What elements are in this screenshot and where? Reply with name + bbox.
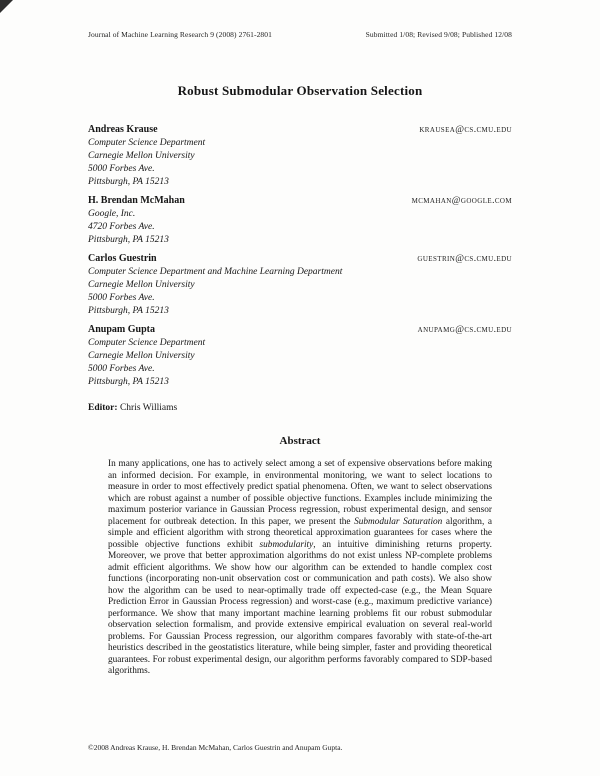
- editor-name: Chris Williams: [119, 403, 178, 413]
- author-affiliation-line: Pittsburgh, PA 15213: [88, 235, 169, 245]
- author-email: anupamg@cs.cmu.edu: [417, 325, 512, 335]
- author-affiliation-line: Carnegie Mellon University: [88, 351, 195, 361]
- author-affiliation-line: Computer Science Department and Machine Learning Department: [88, 267, 343, 277]
- author-affiliation-line: Pittsburgh, PA 15213: [88, 377, 169, 387]
- submission-history: Submitted 1/08; Revised 9/08; Published 12/08: [365, 30, 512, 39]
- author-email: mcmahan@google.com: [411, 196, 512, 206]
- page-corner-artifact: [0, 0, 13, 13]
- author-affiliation-line: Pittsburgh, PA 15213: [88, 177, 169, 187]
- author-affiliation-line: Computer Science Department: [88, 138, 206, 148]
- author-affiliation-line: 4720 Forbes Ave.: [88, 222, 155, 232]
- abstract-text: [108, 459, 492, 678]
- author-name: Anupam Gupta: [88, 324, 155, 335]
- editor-line: [88, 402, 512, 415]
- editor-label: Editor:: [88, 403, 118, 413]
- author-affiliation-line: Computer Science Department: [88, 338, 206, 348]
- abstract-italic-term: Submodular Saturation: [354, 516, 443, 527]
- paper-title: Robust Submodular Observation Selection: [177, 83, 423, 98]
- author-block: [88, 252, 512, 318]
- author-affiliation-line: Carnegie Mellon University: [88, 280, 195, 290]
- author-affiliation-line: 5000 Forbes Ave.: [88, 293, 155, 303]
- authors-section: [88, 123, 512, 389]
- author-block: [88, 123, 512, 189]
- abstract-text-segment: , an intuitive diminishing returns property. Moreover, we prove that better approximation algorithms do not exist unless NP-complete problems admit efficient algorithms. We show how our algorithm can be extended to handle complex cost functions (incorporating non-unit observation cost or communication and path costs). We also show how the algorithm can be used to near-optimally trade off expected-case (e.g., the Mean Square Prediction Error in Gaussian Process regression) and worst-case (e.g., maximum predictive variance) performance. We show that many important machine learning problems fit our robust submodular observation selection formalism, and provide extensive empirical evaluation on several real-world problems. For Gaussian Process regression, our algorithm compares favorably with state-of-the-art heuristics described in the geostatistics literature, while being simpler, faster and providing theoretical guarantees. For robust experimental design, our algorithm performs favorably compared to SDP-based algorithms.: [108, 539, 492, 676]
- running-head: [88, 30, 512, 39]
- author-name: Andreas Krause: [88, 124, 158, 135]
- author-affiliation-line: 5000 Forbes Ave.: [88, 164, 155, 174]
- abstract-text-segment: In many applications, one has to actively select among a set of expensive observations before making an informed decision. For example, in environmental monitoring, we want to select locations to measure in order to most effectively predict spatial phenomena. Often, we want to select observations which are robust against a number of possible objective functions. Examples include minimizing the maximum posterior variance in Gaussian Process regression, robust experimental design, and sensor placement for outbreak detection. In this paper, we present the: [108, 459, 492, 527]
- author-row: [88, 194, 512, 208]
- journal-reference: Journal of Machine Learning Research 9 (2008) 2761-2801: [88, 30, 272, 39]
- abstract-italic-term: submodularity: [259, 539, 314, 550]
- author-block: [88, 323, 512, 389]
- author-affiliation-line: Pittsburgh, PA 15213: [88, 306, 169, 316]
- author-email: guestrin@cs.cmu.edu: [417, 254, 512, 264]
- author-block: [88, 194, 512, 247]
- author-affiliation-line: 5000 Forbes Ave.: [88, 364, 155, 374]
- copyright-footer: ©2008 Andreas Krause, H. Brendan McMahan, Carlos Guestrin and Anupam Gupta.: [88, 743, 343, 752]
- author-row: [88, 323, 512, 337]
- author-affiliation-line: Carnegie Mellon University: [88, 151, 195, 161]
- author-row: [88, 252, 512, 266]
- author-email: krausea@cs.cmu.edu: [419, 125, 512, 135]
- author-name: H. Brendan McMahan: [88, 195, 185, 206]
- abstract-heading: Abstract: [279, 435, 321, 447]
- author-affiliation-line: Google, Inc.: [88, 209, 136, 219]
- author-row: [88, 123, 512, 137]
- author-name: Carlos Guestrin: [88, 253, 157, 264]
- abstract-text-segment: algorithm, a simple and efficient algorithm with strong theoretical approximation guarantees for cases where the possible objective functions exhibit: [108, 516, 493, 550]
